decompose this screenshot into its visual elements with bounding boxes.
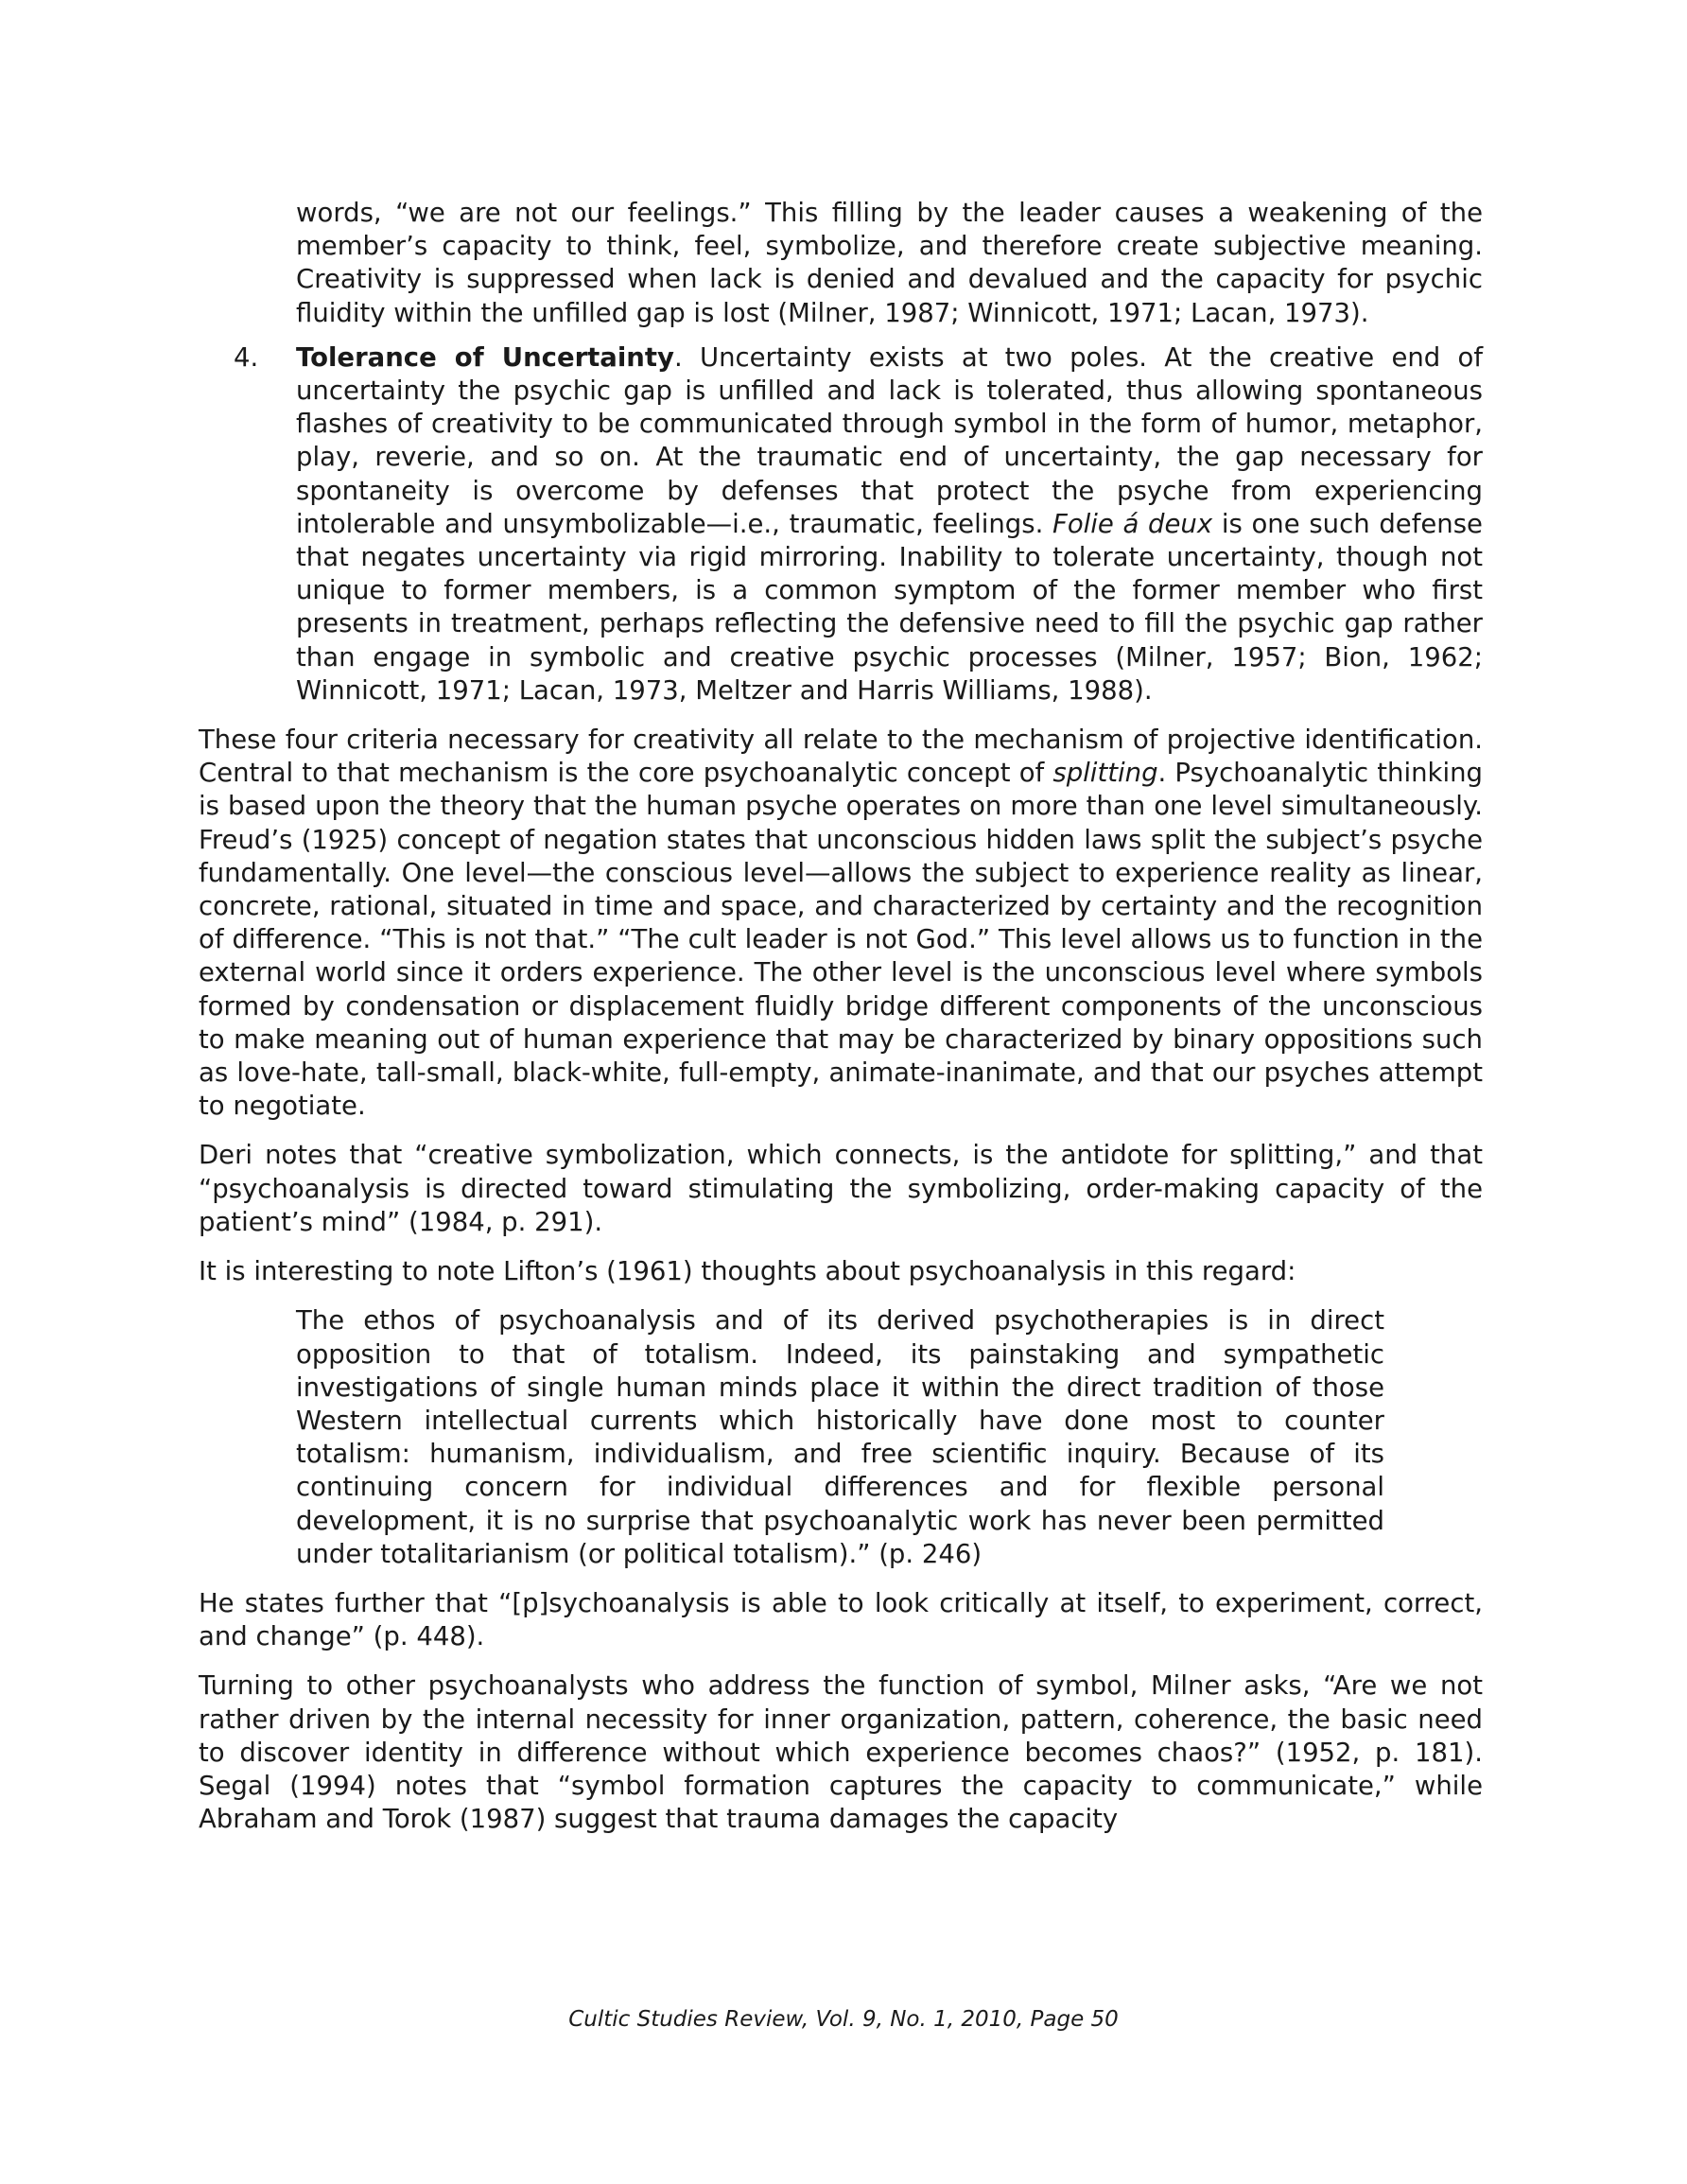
document-body xyxy=(199,197,1483,1852)
page-footer: Cultic Studies Review, Vol. 9, No. 1, 2010, Page 50 xyxy=(568,2007,1119,2032)
deri-paragraph: Deri notes that “creative symbolization, which connects, is the antidote for splitting,” and that “psychoanalysis is directed toward stimulating the symbolizing, order-making capacity of the patient’s mind” (1984, p. 291). xyxy=(199,1140,1483,1237)
criteria-italic-term: splitting xyxy=(1052,758,1158,789)
list-item-text-a: . Uncertainty exists at two poles. At the creative end of uncertainty the psychic gap is unfilled and lack is tolerated, thus allowing spontaneous flashes of creativity to be communicated through symbol in the form of humor, metaphor, play, reverie, and so on. At the traumatic end of uncertainty, the gap necessary for spontaneity is overcome by defenses that protect the psyche from experiencing intolerable and unsymbolizable—i.e., traumatic, feelings. xyxy=(296,341,1484,539)
list-item-title: Tolerance of Uncertainty xyxy=(296,341,674,373)
milner-paragraph: Turning to other psychoanalysts who address the function of symbol, Milner asks, “Are we not rather driven by the internal necessity for inner organization, pattern, coherence, the basic need to discover identity in difference without which experience becomes chaos?” (1952, p. 181). Segal (1994) notes that “symbol formation captures the capacity to communicate,” while Abraham and Torok (1987) suggest that trauma damages the capacity xyxy=(199,1670,1483,1835)
list-number: 4. xyxy=(234,341,259,373)
criteria-text-a: These four criteria necessary for creativity all relate to the mechanism of projective identification. Central to that mechanism is the core psychoanalytic concept of xyxy=(199,725,1483,789)
list-item-italic-term: Folie á deux xyxy=(1052,508,1213,539)
further-paragraph: He states further that “[p]sychoanalysis is able to look critically at itself, to experiment, correct, and change” (p. 448). xyxy=(199,1587,1483,1652)
lifton-intro-paragraph: It is interesting to note Lifton’s (1961) thoughts about psychoanalysis in this regard: xyxy=(199,1256,1296,1287)
list-item-text-b: is one such defense that negates uncertainty via rigid mirroring. Inability to tolerate uncertainty, though not unique to former members, is a common symptom of the former member who first presents in treatment, perhaps reflecting the defensive need to fill the psychic gap rather than engage in symbolic and creative psychic processes (Milner, 1957; Bion, 1962; Winnicott, 1971; Lacan, 1973, Meltzer and Harris Williams, 1988). xyxy=(296,508,1483,706)
continuation-paragraph: words, “we are not our feelings.” This filling by the leader causes a weakening of the member’s capacity to think, feel, symbolize, and therefore create subjective meaning. Creativity is suppressed when lack is denied and devalued and the capacity for psychic fluidity within the unfilled gap is lost (Milner, 1987; Winnicott, 1971; Lacan, 1973). xyxy=(296,198,1483,328)
criteria-text-b: . Psychoanalytic thinking is based upon the theory that the human psyche operates on more than one level simultaneously. Freud’s (1925) concept of negation states that unconscious hidden laws split the subject’s psyche fundamentally. One level—the conscious level—allows the subject to experience reality as linear, concrete, rational, situated in time and space, and characterized by certainty and the recognition of difference. “This is not that.” “The cult leader is not God.” This level allows us to function in the external world since it orders experience. The other level is the unconscious level where symbols formed by condensation or displacement fluidly bridge different components of the unconscious to make meaning out of human experience that may be characterized by binary oppositions such as love-hate, tall-small, black-white, full-empty, animate-inanimate, and that our psyches attempt to negotiate. xyxy=(199,758,1483,1122)
blockquote: The ethos of psychoanalysis and of its derived psychotherapies is in direct opposition to that of totalism. Indeed, its painstaking and sympathetic investigations of single human minds place it within the direct tradition of those Western intellectual currents which historically have done most to counter totalism: humanism, individualism, and free scientific inquiry. Because of its continuing concern for individual differences and for flexible personal development, it is no surprise that psychoanalytic work has never been permitted under totalitarianism (or political totalism).” (p. 246) xyxy=(296,1305,1384,1569)
list-item-4 xyxy=(234,341,1484,708)
criteria-paragraph xyxy=(199,724,1483,1123)
